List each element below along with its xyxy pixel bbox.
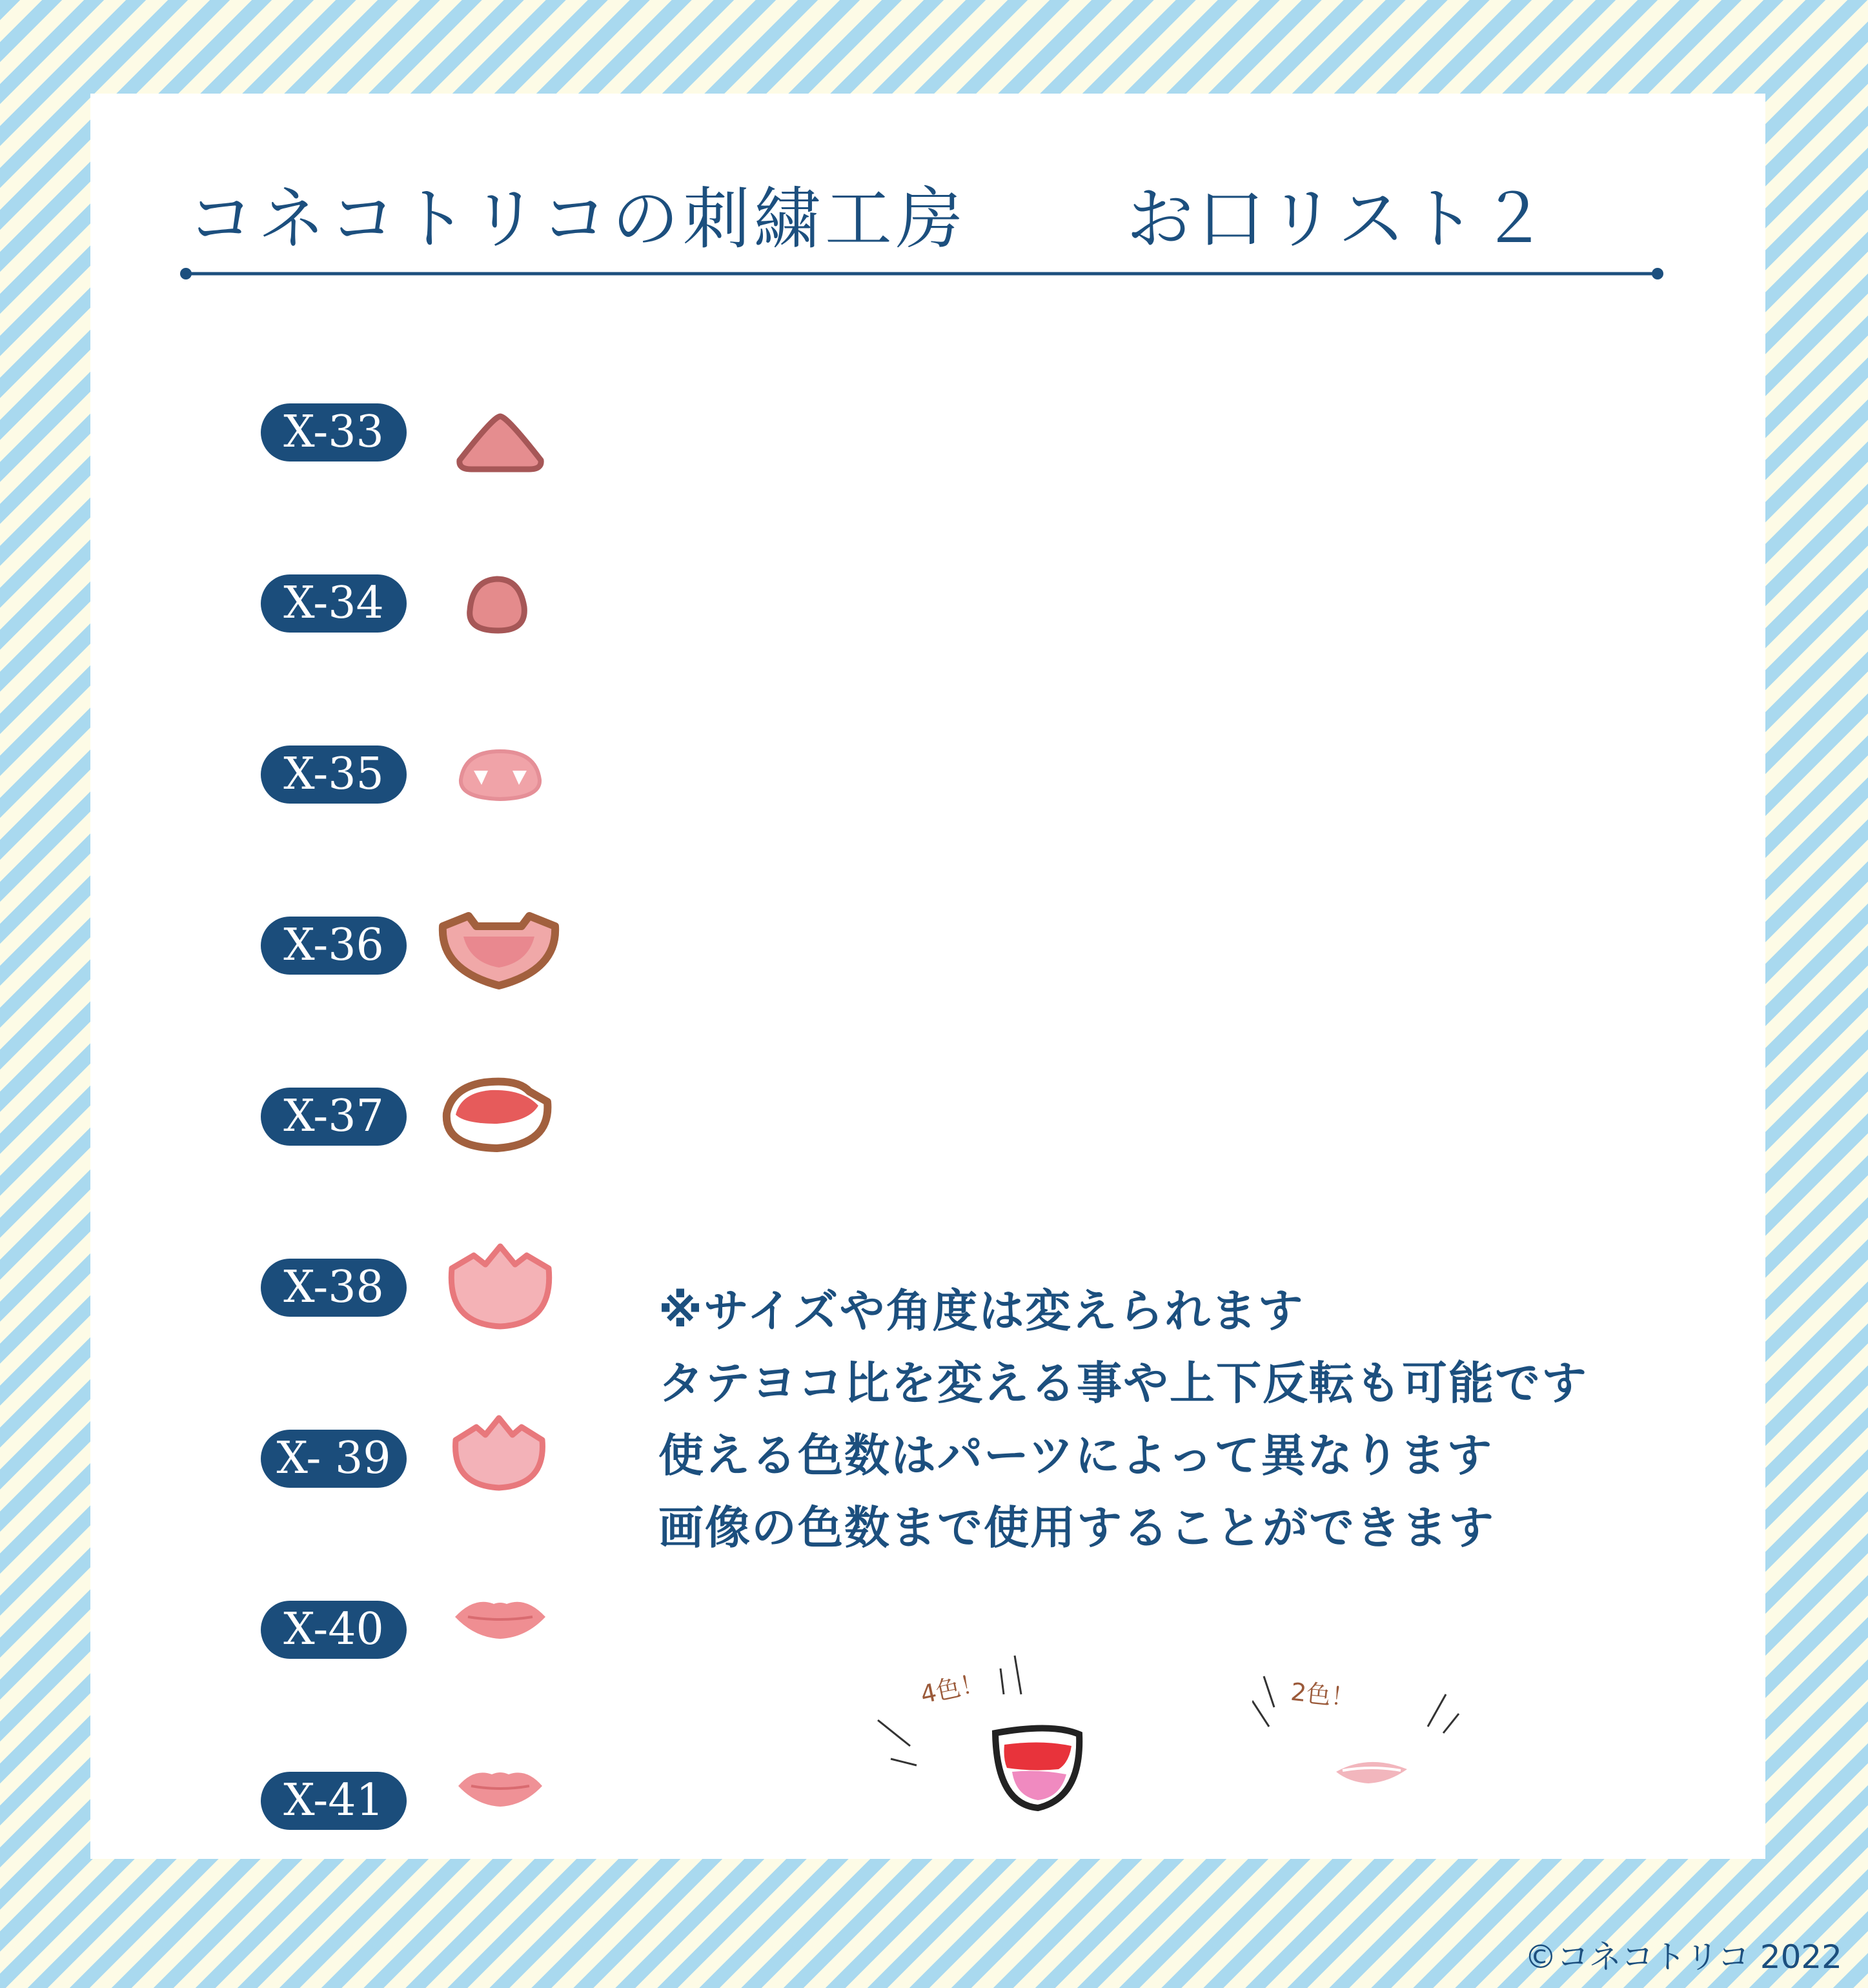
content-panel [90, 94, 1765, 1859]
example-label-2-colors: 2色！ [1289, 1677, 1357, 1713]
example-lips-icon [1252, 1669, 1491, 1823]
mouth-x40-icon[interactable] [449, 1585, 552, 1649]
code-badge-x36: X-36 [261, 917, 407, 975]
copyright: ©コネコトリコ 2022 [1524, 1938, 1842, 1976]
example-label-4-colors: 4色！ [918, 1667, 988, 1709]
code-badge-x33: X-33 [261, 403, 407, 462]
mouth-x38-icon[interactable] [439, 1236, 562, 1339]
code-badge-x41: X-41 [261, 1772, 407, 1830]
note-line-3: 使える色数はパーツによって異なります [658, 1429, 1494, 1482]
title-divider [179, 263, 1664, 285]
example-open-mouth-icon [871, 1643, 1091, 1836]
code-badge-x37: X-37 [261, 1088, 407, 1146]
code-badge-x40: X-40 [261, 1601, 407, 1659]
code-badge-x39: X- 39 [261, 1430, 407, 1488]
list-title: お口リスト２ [1126, 179, 1551, 258]
mouth-x37-icon[interactable] [432, 1068, 562, 1165]
mouth-x33-icon[interactable] [452, 410, 549, 481]
note-line-1: ※サイズや角度は変えられます [658, 1284, 1305, 1337]
note-line-2: タテヨコ比を変える事や上下反転も可能です [658, 1357, 1588, 1410]
note-line-4: 画像の色数まで使用することができます [658, 1501, 1495, 1554]
mouth-x34-icon[interactable] [458, 571, 536, 642]
mouth-x39-icon[interactable] [444, 1404, 554, 1501]
code-badge-x38: X-38 [261, 1259, 407, 1317]
brand-title: コネコトリコの刺繍工房 [187, 179, 967, 258]
mouth-x35-icon[interactable] [452, 742, 549, 813]
mouth-x36-icon[interactable] [431, 900, 567, 997]
mouth-x41-icon[interactable] [452, 1752, 549, 1817]
code-badge-x35: X-35 [261, 746, 407, 804]
code-badge-x34: X-34 [261, 574, 407, 633]
